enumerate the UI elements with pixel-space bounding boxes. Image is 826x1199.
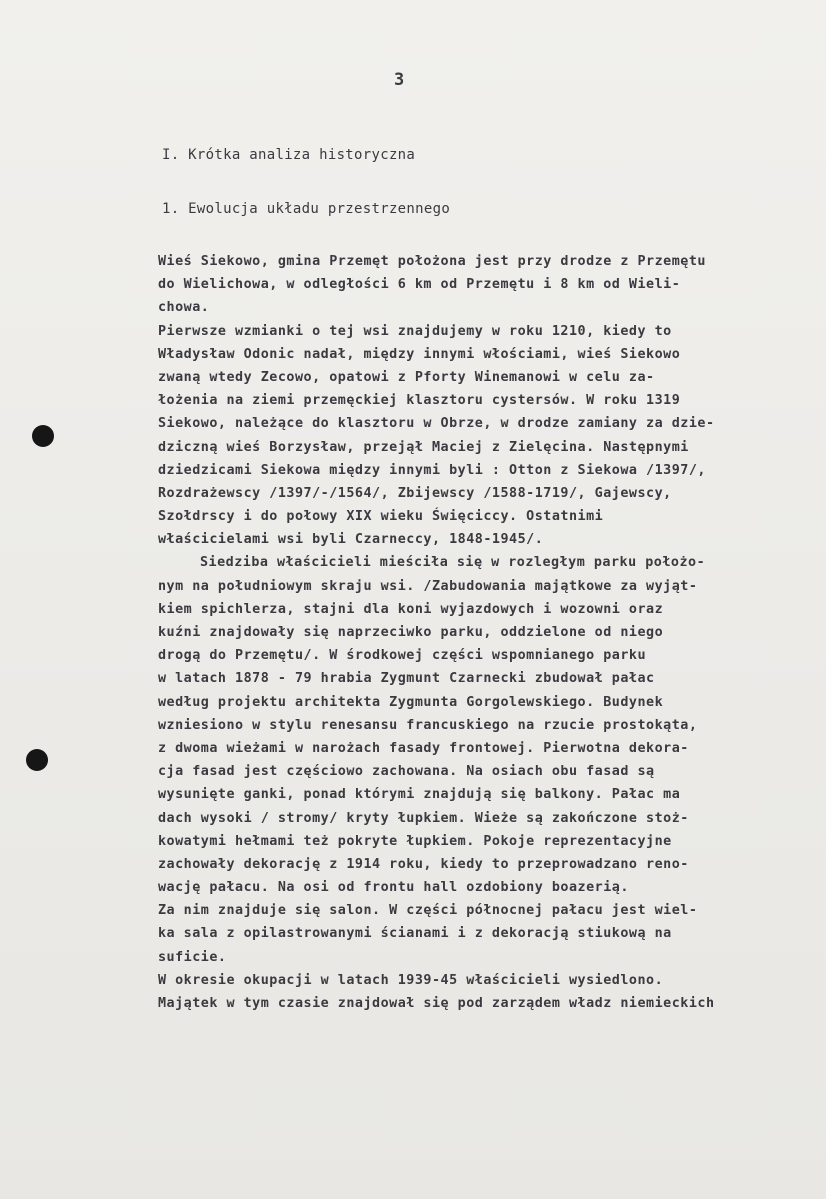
- text-line: Za nim znajduje się salon. W części północnej pałacu jest wiel-: [158, 903, 698, 919]
- text-line: Majątek w tym czasie znajdował się pod zarządem władz niemieckich: [158, 996, 715, 1011]
- text-line: zwaną wtedy Zecowo, opatowi z Pforty Winemanowi w celu za-: [158, 369, 655, 385]
- text-line: właścicielami wsi byli Czarneccy, 1848-1945/.: [158, 532, 544, 548]
- text-line: Pierwsze wzmianki o tej wsi znajdujemy w roku 1210, kiedy to: [158, 323, 672, 339]
- text-line: Wieś Siekowo, gmina Przemęt położona jest przy drodze z Przemętu: [158, 254, 706, 269]
- text-line: z dwoma wieżami w narożach fasady frontowej. Pierwotna dekora-: [158, 740, 689, 756]
- text-line: nym na południowym skraju wsi. /Zabudowania majątkowe za wyjąt-: [158, 578, 698, 594]
- text-line: dziczną wieś Borzysław, przejął Maciej z Zielęcina. Następnymi: [158, 439, 689, 455]
- text-line: Siekowo, należące do klasztoru w Obrze, w drodze zamiany za dzie-: [158, 416, 715, 432]
- text-line: ka sala z opilastrowanymi ścianami i z dekoracją stiukową na: [158, 926, 672, 942]
- text-line: wysunięte ganki, ponad którymi znajdują się balkony. Pałac ma: [158, 787, 681, 803]
- text-line: dziedzicami Siekowa między innymi byli : Otton z Siekowa /1397/,: [158, 462, 706, 478]
- text-line: Władysław Odonic nadał, między innymi włościami, wieś Siekowo: [158, 346, 681, 362]
- text-line: Rozdrażewscy /1397/-/1564/, Zbijewscy /1588-1719/, Gajewscy,: [158, 485, 672, 501]
- section-heading: I. Krótka analiza historyczna: [162, 147, 416, 163]
- text-line: Siedziba właścicieli mieściła się w rozległym parku położo-: [200, 555, 706, 571]
- body-text: [158, 250, 822, 1015]
- text-line: w latach 1878 - 79 hrabia Zygmunt Czarnecki zbudował pałac: [158, 671, 655, 687]
- punch-hole: [32, 425, 54, 447]
- text-line: do Wielichowa, w odległości 6 km od Przemętu i 8 km od Wieli-: [158, 277, 681, 293]
- text-line: W okresie okupacji w latach 1939-45 właścicieli wysiedlono.: [158, 972, 664, 988]
- page-number: 3: [394, 70, 405, 90]
- text-line: kowatymi hełmami też pokryte łupkiem. Pokoje reprezentacyjne: [158, 833, 672, 849]
- text-line: suficie.: [158, 949, 227, 965]
- subsection-heading: 1. Ewolucja układu przestrzennego: [162, 201, 451, 217]
- text-line: chowa.: [158, 300, 210, 316]
- text-line: wację pałacu. Na osi od frontu hall ozdobiony boazerią.: [158, 880, 629, 896]
- punch-hole: [26, 749, 48, 771]
- text-line: dach wysoki / stromy/ kryty łupkiem. Wieże są zakończone stoż-: [158, 810, 689, 826]
- text-line: łożenia na ziemi przemęckiej klasztoru cystersów. W roku 1319: [158, 393, 681, 409]
- text-line: wzniesiono w stylu renesansu francuskiego na rzucie prostokąta,: [158, 717, 698, 733]
- text-line: kiem spichlerza, stajni dla koni wyjazdowych i wozowni oraz: [158, 601, 664, 617]
- text-line: kuźni znajdowały się naprzeciwko parku, oddzielone od niego: [158, 625, 664, 640]
- text-line: Szołdrscy i do połowy XIX wieku Święciccy. Ostatnimi: [158, 509, 604, 525]
- text-line: cja fasad jest częściowo zachowana. Na osiach obu fasad są: [158, 764, 655, 780]
- text-line: zachowały dekorację z 1914 roku, kiedy to przeprowadzano reno-: [158, 856, 689, 872]
- text-line: według projektu architekta Zygmunta Gorgolewskiego. Budynek: [158, 694, 664, 710]
- text-line: drogą do Przemętu/. W środkowej części wspomnianego parku: [158, 648, 647, 664]
